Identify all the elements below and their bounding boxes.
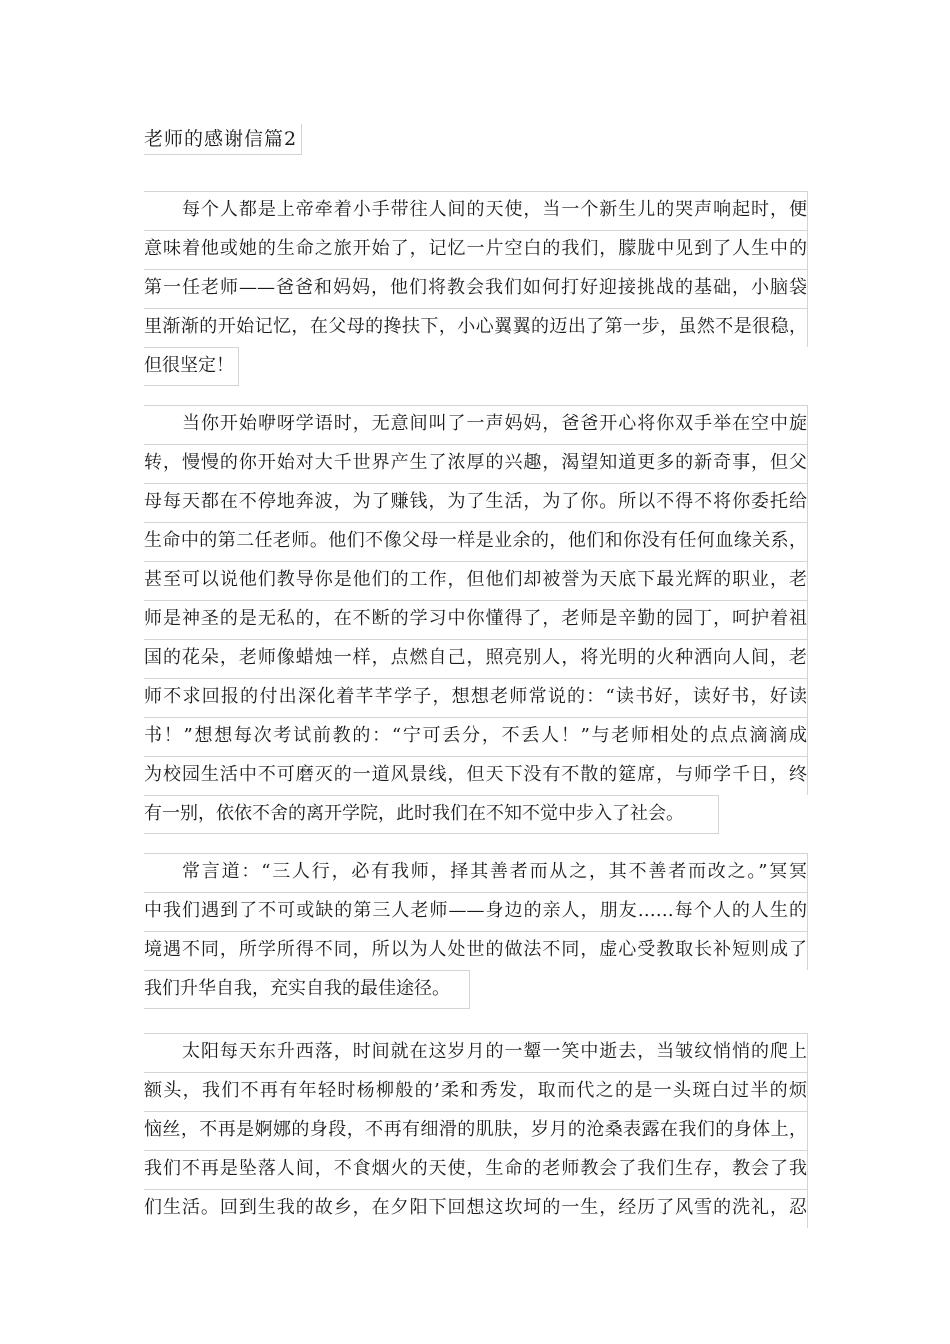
text-line: 中我们遇到了不可或缺的第三人老师——身边的亲人，朋友……每个人的人生的: [144, 892, 808, 931]
paragraph: [144, 1033, 808, 1228]
text-line: 里渐渐的开始记忆，在父母的搀扶下，小心翼翼的迈出了第一步，虽然不是很稳，: [144, 308, 808, 347]
text-line: 转，慢慢的你开始对大千世界产生了浓厚的兴趣，渴望知道更多的新奇事，但父: [144, 444, 808, 483]
text-line: 额头，我们不再有年轻时杨柳般的’柔和秀发，取而代之的是一头斑白过半的烦: [144, 1072, 808, 1111]
text-line: 师不求回报的付出深化着芊芊学子，想想老师常说的：“读书好，读好书，好读: [144, 678, 808, 717]
text-line: 第一任老师——爸爸和妈妈，他们将教会我们如何打好迎接挑战的基础，小脑袋: [144, 269, 808, 308]
text-line: 书！”想想每次考试前教的：“宁可丢分，不丢人！”与老师相处的点点滴滴成: [144, 717, 808, 756]
text-line: 意味着他或她的生命之旅开始了，记忆一片空白的我们，朦胧中见到了人生中的: [144, 230, 808, 269]
text-line: 恼丝，不再是婀娜的身段，不再有细滑的肌肤，岁月的沧桑表露在我们的身体上，: [144, 1111, 808, 1150]
text-line: 每个人都是上帝牵着小手带往人间的天使，当一个新生儿的哭声响起时，便: [144, 191, 808, 230]
text-line: 当你开始咿呀学语时，无意间叫了一声妈妈，爸爸开心将你双手举在空中旋: [144, 405, 808, 444]
paragraph: [144, 405, 808, 834]
text-line: 甚至可以说他们教导你是他们的工作，但他们却被誉为天底下最光辉的职业，老: [144, 561, 808, 600]
paragraph: [144, 191, 808, 386]
text-line: 母每天都在不停地奔波，为了赚钱，为了生活，为了你。所以不得不将你委托给: [144, 483, 808, 522]
text-line: 境遇不同，所学所得不同，所以为人处世的做法不同，虚心受教取长补短则成了: [144, 931, 808, 970]
paragraph: [144, 853, 808, 1009]
text-line: 我们升华自我，充实自我的最佳途径。: [144, 970, 470, 1009]
text-line: 们生活。回到生我的故乡，在夕阳下回想这坎坷的一生，经历了风雪的洗礼，忍: [144, 1189, 808, 1228]
text-line: 有一别，依依不舍的离开学院，此时我们在不知不觉中步入了社会。: [144, 795, 719, 834]
text-line: 国的花朵，老师像蜡烛一样，点燃自己，照亮别人，将光明的火种洒向人间，老: [144, 639, 808, 678]
text-line: 我们不再是坠落人间，不食烟火的天使，生命的老师教会了我们生存，教会了我: [144, 1150, 808, 1189]
text-line: 常言道：“三人行，必有我师，择其善者而从之，其不善者而改之。”冥冥: [144, 853, 808, 892]
text-line: 为校园生活中不可磨灭的一道风景线，但天下没有不散的筵席，与师学千日，终: [144, 756, 808, 795]
text-line: 生命中的第二任老师。他们不像父母一样是业余的，他们和你没有任何血缘关系，: [144, 522, 808, 561]
text-line: 师是神圣的是无私的，在不断的学习中你懂得了，老师是辛勤的园丁，呵护着祖: [144, 600, 808, 639]
text-line: 太阳每天东升西落，时间就在这岁月的一颦一笑中逝去，当皱纹悄悄的爬上: [144, 1033, 808, 1072]
text-line: 但很坚定！: [144, 347, 239, 386]
document-title: 老师的感谢信篇2: [144, 124, 302, 155]
